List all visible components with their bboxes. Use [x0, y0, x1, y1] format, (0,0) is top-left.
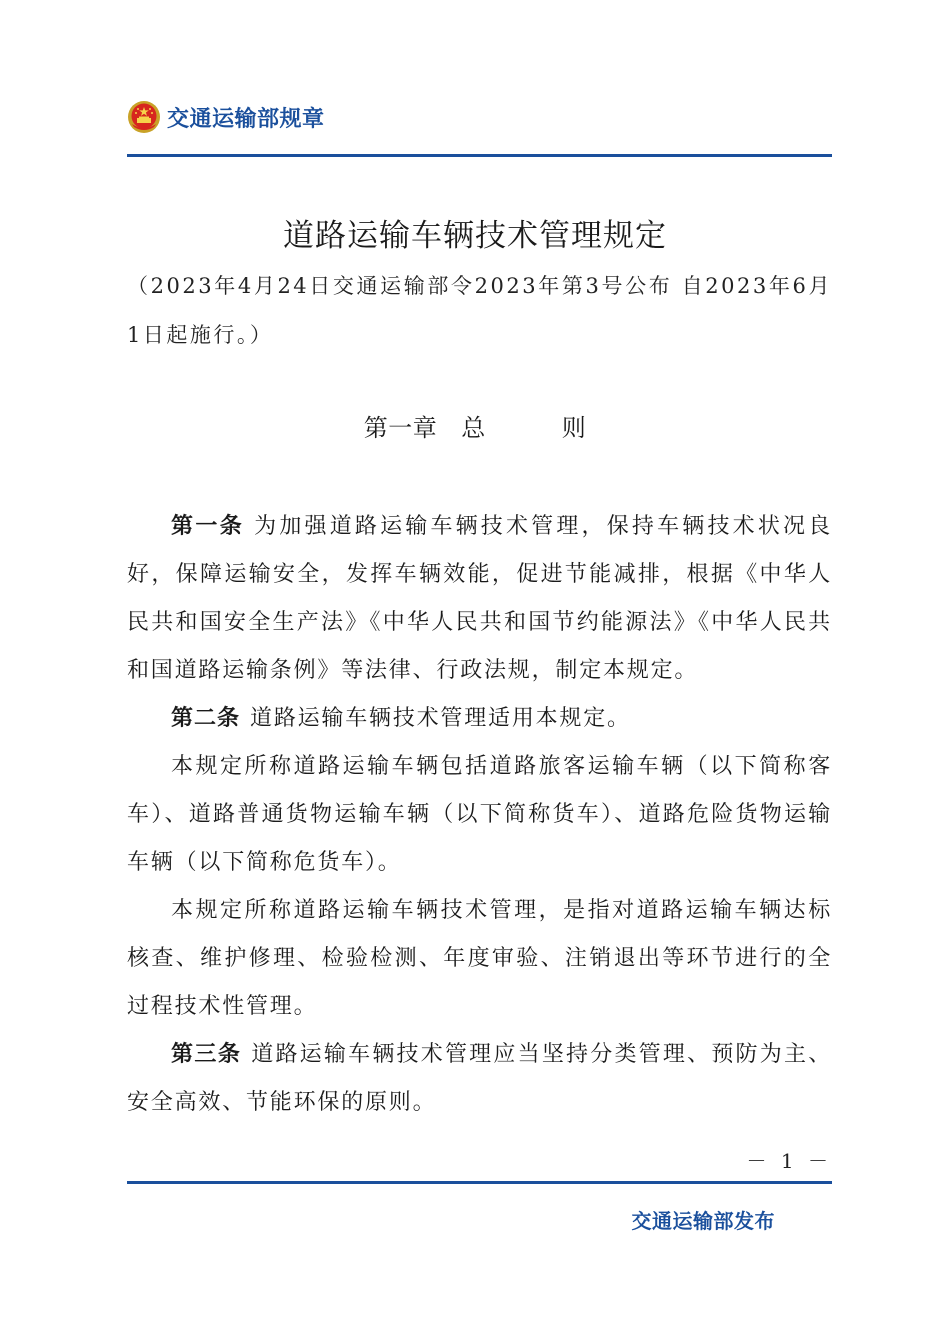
article-text: 道路运输车辆技术管理应当坚持分类管理、预防为主、安全高效、节能环保的原则。	[127, 1042, 832, 1115]
header-title: 交通运输部规章	[167, 106, 325, 132]
national-emblem-icon	[127, 100, 161, 134]
chapter-name-part2: 则	[561, 414, 587, 442]
article-number: 第一条	[171, 514, 245, 539]
article-number: 第二条	[171, 706, 241, 731]
article-text: 为加强道路运输车辆技术管理，保持车辆技术状况良好，保障运输安全，发挥车辆效能，促进节能减排，根据《中华人民共和国安全生产法》《中华人民共和国节约能源法》《中华人民共和国道路运输条例》等法律、行政法规，制定本规定。	[127, 514, 832, 683]
promulgation-note: （2023年4月24日交通运输部令2023年第3号公布 自2023年6月1日起施行。）	[127, 274, 832, 347]
document-body	[127, 503, 832, 1127]
document-title: 道路运输车辆技术管理规定	[283, 218, 667, 254]
footer-divider	[127, 1181, 832, 1184]
chapter-name-part1: 总	[461, 414, 486, 442]
page-number: － 1 －	[746, 1149, 832, 1173]
article-text: 本规定所称道路运输车辆技术管理，是指对道路运输车辆达标核查、维护修理、检验检测、年度审验、注销退出等环节进行的全过程技术性管理。	[127, 898, 832, 1019]
article-text: 本规定所称道路运输车辆包括道路旅客运输车辆（以下简称客车）、道路普通货物运输车辆（以下简称货车）、道路危险货物运输车辆（以下简称危货车）。	[127, 754, 832, 875]
chapter-heading	[0, 408, 950, 443]
article-paragraph	[127, 1031, 832, 1127]
document-header	[127, 100, 325, 134]
article-number: 第三条	[171, 1042, 242, 1067]
article-paragraph	[127, 743, 832, 887]
article-paragraph	[127, 695, 832, 743]
footer-publisher: 交通运输部发布	[631, 1209, 775, 1233]
article-text: 道路运输车辆技术管理适用本规定。	[250, 706, 631, 731]
article-paragraph	[127, 887, 832, 1031]
header-divider	[127, 154, 832, 157]
chapter-number: 第一章	[363, 414, 438, 442]
article-paragraph	[127, 503, 832, 695]
